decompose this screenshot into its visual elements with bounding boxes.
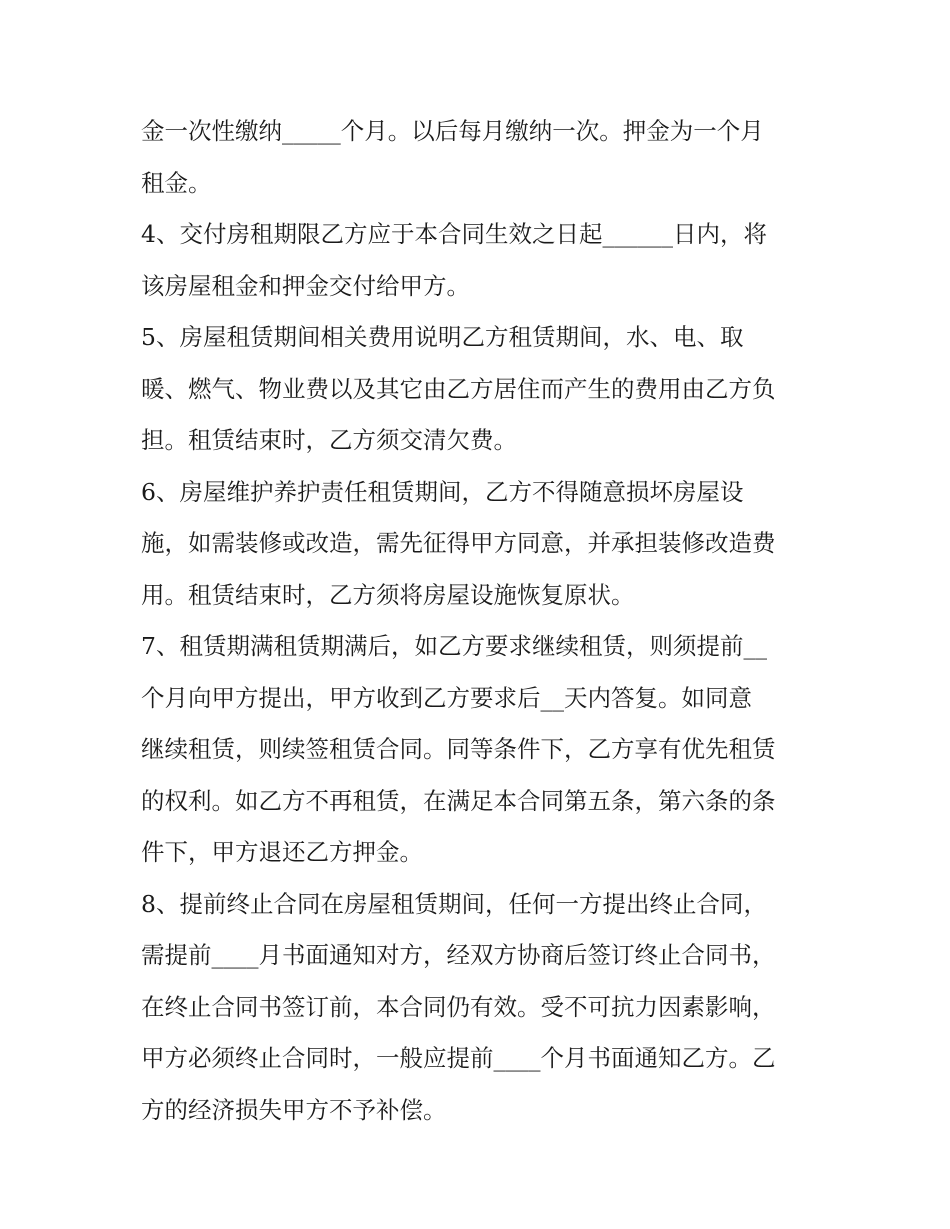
text-line: 担。租赁结束时，乙方须交清欠费。	[141, 426, 517, 454]
text-line: 方的经济损失甲方不予补偿。	[141, 1095, 447, 1124]
text-line: 7、租赁期满租赁期满后，如乙方要求继续租赁，则须提前__	[141, 632, 767, 660]
text-line: 的权利。如乙方不再租赁，在满足本合同第五条，第六条的条	[141, 786, 776, 815]
text-line: 4、交付房租期限乙方应于本合同生效之日起______日内，将	[141, 220, 767, 248]
text-line: 金一次性缴纳_____个月。以后每月缴纳一次。押金为一个月	[141, 117, 764, 145]
text-line: 继续租赁，则续签租赁合同。同等条件下，乙方享有优先租赁	[141, 735, 776, 763]
text-line: 个月向甲方提出，甲方收到乙方要求后__天内答复。如同意	[141, 683, 752, 712]
text-line: 在终止合同书签订前，本合同仍有效。受不可抗力因素影响，	[141, 992, 776, 1021]
text-line: 租金。	[141, 168, 212, 197]
text-line: 该房屋租金和押金交付给甲方。	[141, 271, 470, 300]
text-line: 6、房屋维护养护责任租赁期间，乙方不得随意损坏房屋设	[141, 477, 744, 506]
text-line: 用。租赁结束时，乙方须将房屋设施恢复原状。	[141, 580, 635, 609]
document-body	[141, 106, 821, 1136]
text-line: 甲方必须终止合同时，一般应提前____个月书面通知乙方。乙	[141, 1044, 776, 1072]
text-line: 暖、燃气、物业费以及其它由乙方居住而产生的费用由乙方负	[141, 374, 776, 403]
text-line: 8、提前终止合同在房屋租赁期间，任何一方提出终止合同，	[141, 889, 767, 918]
text-line: 施，如需装修或改造，需先征得甲方同意，并承担装修改造费	[141, 529, 776, 557]
text-line: 需提前____月书面通知对方，经双方协商后签订终止合同书，	[141, 941, 776, 969]
text-line: 5、房屋租赁期间相关费用说明乙方租赁期间，水、电、取	[141, 323, 744, 351]
text-line: 件下，甲方退还乙方押金。	[141, 838, 423, 866]
